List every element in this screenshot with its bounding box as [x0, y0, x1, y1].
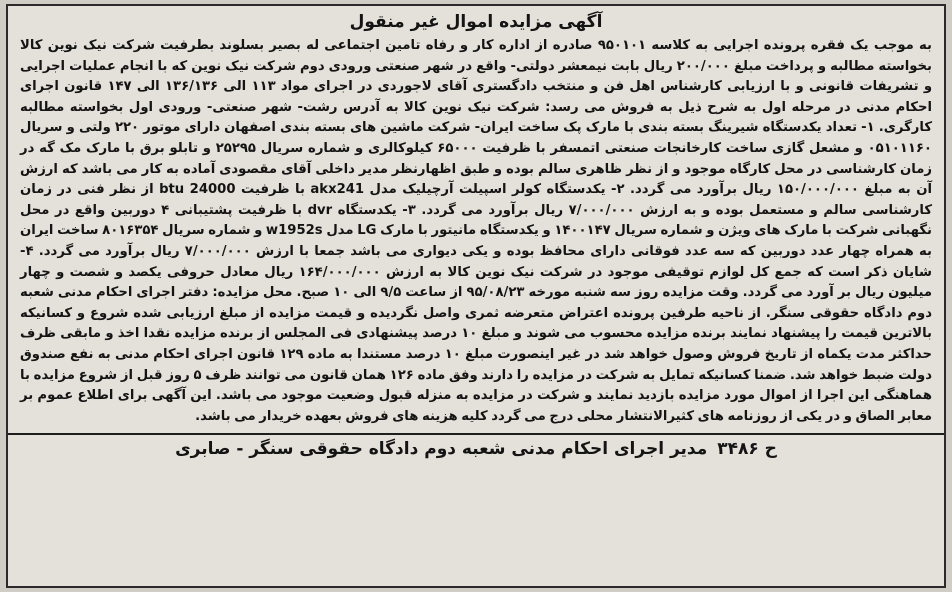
auction-notice [6, 4, 946, 588]
notice-body: به موجب یک فقره پرونده اجرایی به کلاسه ۹۵۰۱۰۱ صادره از اداره کار و رفاه تامین اجتماعی له بصیر بسلوند بطرفیت شرکت نیک نوین کالا بخواسته مطالبه و پرداخت مبلغ ۲۰۰/۰۰۰ ریال بابت نیمعشر دولتی- واقع در شهر صنعتی ورودی دوم شرکت نیک نوین که با انجام عملیات اجرایی و تشریفات قانونی و با ارزیابی کارشناس اهل فن و منتخب دادگستری آقای لاجوردی در اجرای مواد ۱۱۳ الی ۱۳۶/۱۳۶ الی ۱۴۷ قانون اجرای احکام مدنی در مرحله اول به شرح ذیل به فروش می رسد: شرکت نیک نوین کالا به آدرس رشت- شهر صنعتی- ورودی اول بخواسته مطالبه کارگری. ۱- تعداد یکدستگاه شیرینگ بسته بندی با مارک پک ساخت ایران- شرکت ماشین های بسته بندی اصفهان دارای موتور ۲۲۰ ولتی و سریال ۰۵۱۰۱۱۶۰ و مشعل گازی ساخت کارخانجات صنعتی اتمسفر با ظرفیت ۶۵۰۰۰ کیلوکالری و شماره سریال ۲۵۲۹۵ و تابلو برق با مارک مک گه در زمان کارشناسی در محل کارگاه موجود و از نظر ظاهری سالم بوده و طبق اظهارنظر مدیر داخلی آقای مقصودی آماده به کار می باشد که ارزش آن به مبلغ ۱۵۰/۰۰۰/۰۰۰ ریال برآورد می گردد. ۲- یکدستگاه کولر اسپیلت آرچیلیک مدل akx241 با ظرفیت 24000 btu از نظر فنی در زمان کارشناسی سالم و مستعمل بوده و به ارزش ۷/۰۰۰/۰۰۰ ریال برآورد می گردد. ۳- یکدستگاه dvr با ظرفیت پشتیبانی ۴ دوربین واقع در محل نگهبانی شرکت با مارک های ویژن و شماره سریال ۱۴۰۰۱۴۷ و یکدستگاه مانیتور با مارک LG مدل w1952s و شماره سریال ۸۰۱۶۳۵۴ ساخت ایران به همراه چهار عدد دوربین که سه عدد فوقانی دارای محافظ بوده و یکی دیواری می باشد جمعا با ارزش ۷/۰۰۰/۰۰۰ ریال برآورد می گردد. ۴- شایان ذکر است که جمع کل لوازم توقیفی موجود در شرکت نیک نوین کالا به ارزش ۱۶۴/۰۰۰/۰۰۰ ریال معادل حروفی یکصد و شصت و چهار میلیون ریال بر آورد می گردد. وقت مزایده روز سه شنبه مورخه ۹۵/۰۸/۲۳ از ساعت ۹/۵ الی ۱۰ صبح. محل مزایده: دفتر اجرای احکام مدنی شعبه دوم دادگاه حقوقی سنگر. از ناحیه طرفین پرونده اعتراض متعرضه ثمری واصل نگردیده و قیمت مزایده از مبلغ ارزیابی شده شروع و کسانیکه بالاترین قیمت را پیشنهاد نمایند برنده مزایده محسوب می شوند و مبلغ ۱۰ درصد پیشنهادی فی المجلس از برنده مزایده نقدا اخذ و مابقی ظرف حداکثر مدت یکماه از تاریخ فروش وصول خواهد شد در غیر اینصورت مبلغ ۱۰ درصد مستندا به ماده ۱۲۹ قانون اجرای احکام مدنی به نفع صندوق دولت ضبط خواهد شد. ضمنا کسانیکه تمایل به شرکت در مزایده را دارند وفق ماده ۱۲۶ همان قانون می توانند ظرف ۵ روز قبل از شروع مزایده با هماهنگی این اجرا از اموال مورد مزایده بازدید نمایند و شرکت در مزایده به منزله قبول وضعیت موجود می باشد. این آگهی برای اطلاع عموم بر معابر الصاق و در یکی از روزنامه های کثیرالانتشار محلی درج می گردد کلیه هزینه های فروش بعهده خریدار می باشد. [20, 38, 933, 424]
notice-code: ح ۳۴۸۶ [717, 439, 777, 460]
notice-signature: مدیر اجرای احکام مدنی شعبه دوم دادگاه حقوقی سنگر - صابری [175, 439, 708, 460]
notice-title: آگهی مزایده اموال غیر منقول [349, 12, 603, 32]
notice-footer [20, 435, 932, 463]
